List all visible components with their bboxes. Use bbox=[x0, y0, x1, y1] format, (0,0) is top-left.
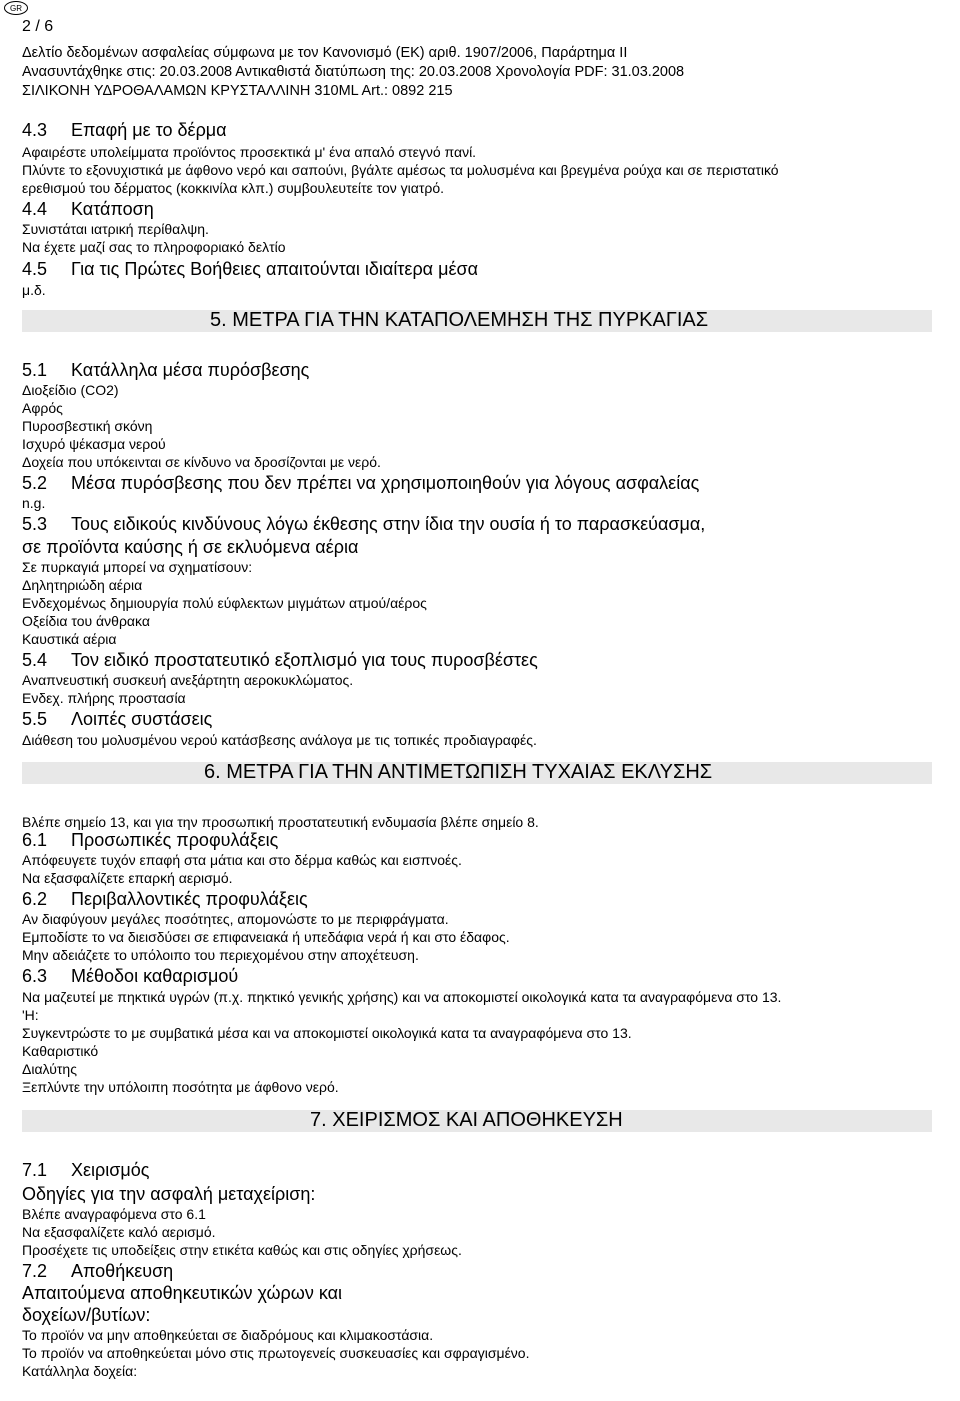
section-5-4-heading: 5.4 Τον ειδικό προστατευτικό εξοπλισμό για τους πυροσβέστες bbox=[22, 650, 538, 670]
text-line: Πλύντε το εξονυχιστικά με άφθονο νερό και σαπούνι, βγάλτε αμέσως τα μολυσμένα και βρεγμένα ρούχα και σε περιστατικό bbox=[22, 162, 779, 178]
text-line: Κατάλληλα δοχεία: bbox=[22, 1363, 138, 1379]
text-line: Καυστικά αέρια bbox=[22, 631, 117, 647]
text-line: Καθαριστικό bbox=[22, 1043, 99, 1059]
section-7-1-heading: 7.1 Χειρισμός bbox=[22, 1160, 150, 1180]
text-line: Το προϊόν να μην αποθηκεύεται σε διαδρόμους και κλιμακοστάσια. bbox=[22, 1327, 434, 1343]
text-line: Μην αδειάζετε το υπόλοιπο του περιεχομένου στην αποχέτευση. bbox=[22, 947, 419, 963]
section-5-2-heading: 5.2 Μέσα πυρόσβεσης που δεν πρέπει να χρησιμοποιηθούν για λόγους ασφαλείας bbox=[22, 473, 700, 493]
text-line: Πυροσβεστική σκόνη bbox=[22, 418, 153, 434]
text-line: Προσέχετε τις υποδείξεις στην ετικέτα καθώς και στις οδηγίες χρήσεως. bbox=[22, 1242, 462, 1258]
text-line: Δοχεία που υπόκεινται σε κίνδυνο να δροσίζονται με νερό. bbox=[22, 454, 381, 470]
text-line: Αν διαφύγουν μεγάλες ποσότητες, απομονώστε το με περιφράγματα. bbox=[22, 911, 449, 927]
text-line: ερεθισμού του δέρματος (κοκκινίλα κλπ.) συμβουλευτείτε τον γιατρό. bbox=[22, 180, 445, 196]
country-logo-icon bbox=[3, 0, 29, 16]
text-line: Το προϊόν να αποθηκεύεται μόνο στις πρωτογενείς συσκευασίες και σφραγισμένο. bbox=[22, 1345, 530, 1361]
section-7-2-subheading: Απαιτούμενα αποθηκευτικών χώρων και bbox=[22, 1283, 343, 1303]
text-line: Να μαζευτεί με πηκτικά υγρών (π.χ. πηκτικό γενικής χρήσης) και να αποκομιστεί οικολογικά κατα τα αναγραφόμενα στο 13. bbox=[22, 989, 782, 1005]
text-line: Ισχυρό ψέκασμα νερού bbox=[22, 436, 166, 452]
text-line: Αφαιρέστε υπολείμματα προϊόντος προσεκτικά μ' ένα απαλό στεγνό πανί. bbox=[22, 144, 477, 160]
text-line: 'Η: bbox=[22, 1007, 39, 1023]
text-line: μ.δ. bbox=[22, 282, 46, 298]
text-line: Διοξείδιο (CO2) bbox=[22, 382, 119, 398]
text-line: Εμποδίστε το να διεισδύσει σε επιφανειακά ή υπεδάφια νερά ή και στο έδαφος. bbox=[22, 929, 510, 945]
text-line: Να έχετε μαζί σας το πληροφοριακό δελτίο bbox=[22, 239, 286, 255]
section-6-1-heading: 6.1 Προσωπικές προφυλάξεις bbox=[22, 830, 279, 850]
section-5-5-heading: 5.5 Λοιπές συστάσεις bbox=[22, 709, 213, 729]
section-5-3-heading: 5.3 Τους ειδικούς κινδύνους λόγω έκθεσης στην ίδια την ουσία ή το παρασκεύασμα, bbox=[22, 514, 706, 534]
text-line: Ενδεχομένως δημιουργία πολύ εύφλεκτων μιγμάτων ατμού/αέρος bbox=[22, 595, 427, 611]
text-line: Βλέπε αναγραφόμενα στο 6.1 bbox=[22, 1206, 206, 1222]
section-7-title: 7. ΧΕΙΡΙΣΜΟΣ ΚΑΙ ΑΠΟΘΗΚΕΥΣΗ bbox=[310, 1109, 623, 1131]
section-5-bar bbox=[22, 310, 932, 332]
section-4-4-heading: 4.4 Κατάποση bbox=[22, 199, 154, 219]
header-regulation: Δελτίο δεδομένων ασφαλείας σύμφωνα με τον Κανονισμό (ΕΚ) αριθ. 1907/2006, Παράρτημα II bbox=[22, 45, 628, 61]
text-line: Διαλύτης bbox=[22, 1061, 77, 1077]
section-5-1-heading: 5.1 Κατάλληλα μέσα πυρόσβεσης bbox=[22, 360, 310, 380]
section-6-3-heading: 6.3 Μέθοδοι καθαρισμού bbox=[22, 966, 239, 986]
text-line: Ενδεχ. πλήρης προστασία bbox=[22, 690, 186, 706]
header-product: ΣΙΛΙΚΟΝΗ ΥΔΡΟΘΑΛΑΜΩΝ ΚΡΥΣΤΑΛΛΙΝΗ 310ML Art.: 0892 215 bbox=[22, 83, 453, 99]
text-line: Αφρός bbox=[22, 400, 63, 416]
section-6-2-heading: 6.2 Περιβαλλοντικές προφυλάξεις bbox=[22, 889, 308, 909]
section-6-bar bbox=[22, 762, 932, 784]
text-line: Συνιστάται ιατρική περίθαλψη. bbox=[22, 221, 209, 237]
logo-text: GR bbox=[10, 4, 22, 13]
text-line: Βλέπε σημείο 13, και για την προσωπική προστατευτική ενδυμασία βλέπε σημείο 8. bbox=[22, 814, 539, 830]
header-dates: Ανασυντάχθηκε στις: 20.03.2008 Αντικαθιστά διατύπωση της: 20.03.2008 Χρονολογία PDF: 31.03.2008 bbox=[22, 64, 685, 80]
text-line: Συγκεντρώστε το με συμβατικά μέσα και να αποκομιστεί οικολογικά κατα τα αναγραφόμενα στο 13. bbox=[22, 1025, 632, 1041]
text-line: Να εξασφαλίζετε επαρκή αερισμό. bbox=[22, 870, 233, 886]
section-6-title: 6. ΜΕΤΡΑ ΓΙΑ ΤΗΝ ΑΝΤΙΜΕΤΩΠΙΣΗ ΤΥΧΑΙΑΣ ΕΚΛΥΣΗΣ bbox=[204, 761, 713, 783]
text-line: Δηλητηριώδη αέρια bbox=[22, 577, 143, 593]
section-7-1-subheading: Οδηγίες για την ασφαλή μεταχείριση: bbox=[22, 1184, 316, 1204]
section-7-2-heading: 7.2 Αποθήκευση bbox=[22, 1261, 174, 1281]
section-5-title: 5. ΜΕΤΡΑ ΓΙΑ ΤΗΝ ΚΑΤΑΠΟΛΕΜΗΣΗ ΤΗΣ ΠΥΡΚΑΓΙΑΣ bbox=[210, 309, 709, 331]
text-line: Να εξασφαλίζετε καλό αερισμό. bbox=[22, 1224, 216, 1240]
text-line: Απόφευγετε τυχόν επαφή στα μάτια και στο δέρμα καθώς και εισπνοές. bbox=[22, 852, 462, 868]
text-line: Ξεπλύντε την υπόλοιπη ποσότητα με άφθονο νερό. bbox=[22, 1079, 339, 1095]
section-4-3-heading: 4.3 Επαφή με το δέρμα bbox=[22, 120, 227, 140]
text-line: Σε πυρκαγιά μπορεί να σχηματίσουν: bbox=[22, 559, 253, 575]
section-5-3-heading-cont: σε προϊόντα καύσης ή σε εκλυόμενα αέρια bbox=[22, 537, 359, 557]
text-line: Διάθεση του μολυσμένου νερού κατάσβεσης ανάλογα με τις τοπικές προδιαγραφές. bbox=[22, 732, 537, 748]
section-4-5-heading: 4.5 Για τις Πρώτες Βοήθειες απαιτούνται ιδιαίτερα μέσα bbox=[22, 259, 479, 279]
text-line: Οξείδια του άνθρακα bbox=[22, 613, 150, 629]
text-line: Αναπνευστική συσκευή ανεξάρτητη αεροκυκλώματος. bbox=[22, 672, 354, 688]
section-7-2-subheading-cont: δοχείων/βυτίων: bbox=[22, 1305, 151, 1325]
page-number: 2 / 6 bbox=[22, 18, 54, 35]
text-line: n.g. bbox=[22, 495, 46, 511]
section-7-bar bbox=[22, 1110, 932, 1132]
